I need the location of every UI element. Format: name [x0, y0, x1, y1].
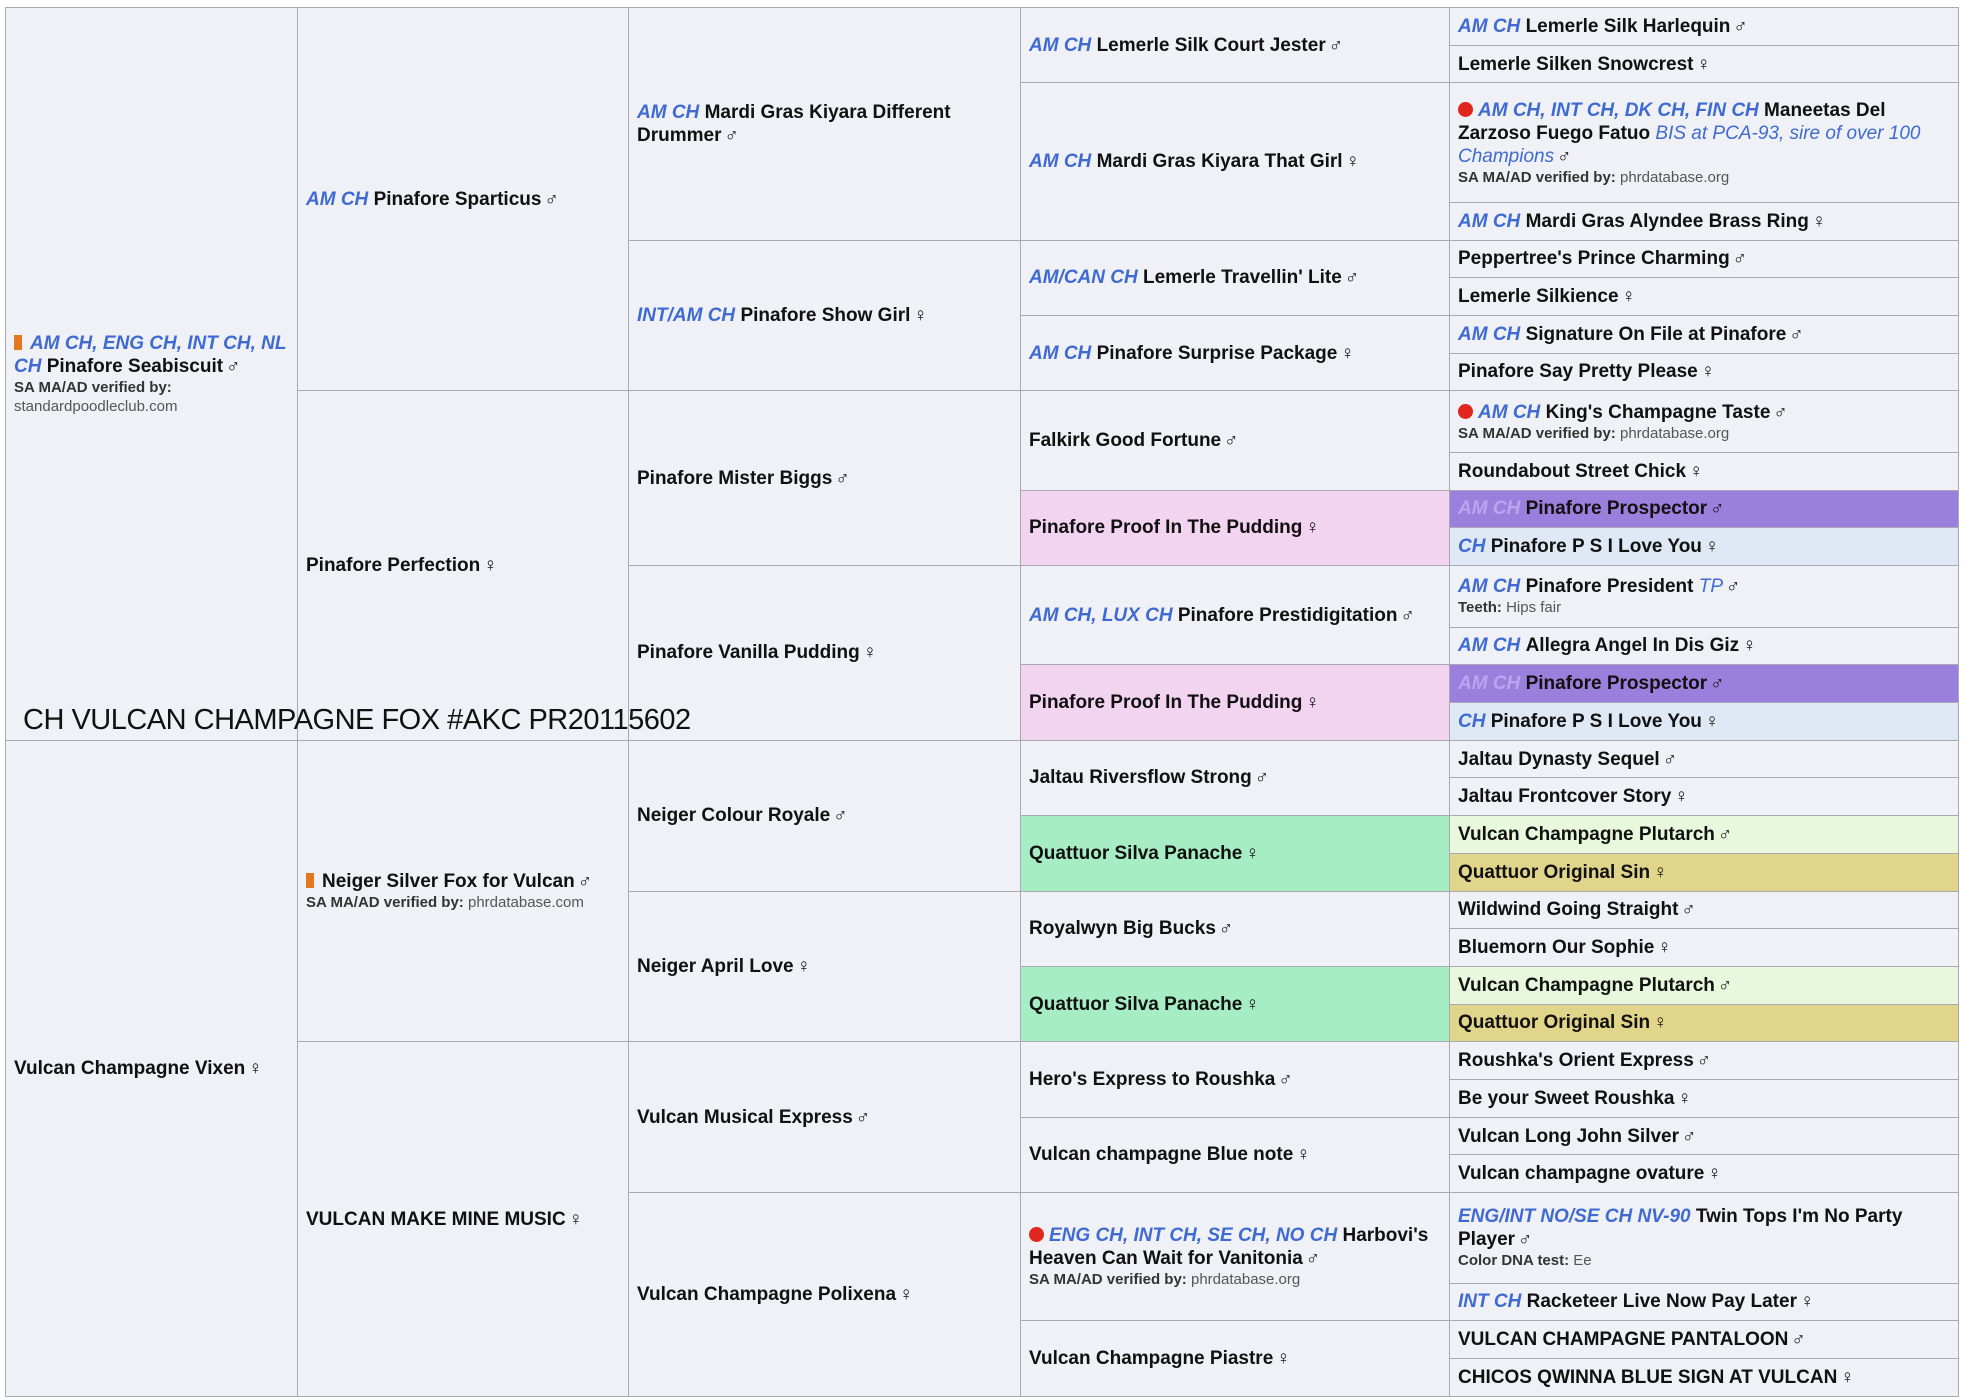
dog-name[interactable]: Harbovi's Heaven Can Wait for Vanitonia	[1029, 1225, 1429, 1270]
dog-name[interactable]: Mardi Gras Kiyara Different Drummer	[637, 101, 951, 146]
dog-titles: AM CH	[1458, 673, 1521, 695]
verified-source[interactable]: phrdatabase.org	[1190, 1271, 1301, 1289]
female-icon: ♀	[1700, 361, 1715, 383]
dog-titles: AM CH	[1458, 498, 1521, 520]
dog-note: BIS at PCA-93, sire of over 100 Champions	[1458, 122, 1921, 167]
female-icon: ♀	[1305, 692, 1320, 713]
dog-name[interactable]: Vulcan Champagne Plutarch	[1458, 823, 1715, 845]
female-icon: ♀	[1653, 861, 1668, 883]
pedigree-cell-dam[interactable]	[6, 740, 298, 1396]
pedigree-cell-dam-dd[interactable]	[629, 1193, 1021, 1397]
dog-name[interactable]: Vulcan champagne ovature	[1458, 1163, 1705, 1185]
pedigree-cell-dam-sd[interactable]	[629, 891, 1021, 1042]
verified-source[interactable]: phrdatabase.org	[1619, 424, 1730, 442]
female-icon: ♀	[862, 642, 878, 664]
male-icon: ♂	[1278, 1069, 1293, 1091]
pedigree-cell-dam-dds[interactable]	[1021, 1193, 1450, 1321]
dog-name[interactable]: Bluemorn Our Sophie	[1458, 937, 1655, 959]
pedigree-cell-dam-ssdd[interactable]	[1450, 853, 1959, 891]
dog-titles: AM CH	[1029, 34, 1092, 56]
pedigree-cell-dam-dddd[interactable]	[1450, 1359, 1959, 1397]
pedigree-cell-dam-dssd[interactable]	[1450, 1080, 1959, 1118]
dog-name[interactable]: Jaltau Riversflow Strong	[1029, 767, 1252, 789]
dog-name[interactable]: Pinafore P S I Love You	[1490, 710, 1702, 732]
pedigree-cell-ss[interactable]	[629, 8, 1021, 241]
dog-name[interactable]: Roushka's Orient Express	[1458, 1050, 1694, 1072]
pedigree-cell-dam-dsds[interactable]	[1450, 1117, 1959, 1155]
pedigree-cell-dam-sdd[interactable]	[1021, 966, 1450, 1041]
dog-titles: AM/CAN CH	[1029, 267, 1138, 289]
male-icon: ♂	[724, 124, 739, 146]
male-icon: ♂	[1710, 498, 1725, 520]
verified-by	[1458, 424, 1950, 443]
verified-source[interactable]: phrdatabase.com	[467, 894, 584, 912]
pedigree-cell-sdsd[interactable]	[1450, 278, 1959, 316]
dog-name[interactable]: Pinafore Mister Biggs	[637, 467, 833, 489]
male-icon: ♂	[1328, 34, 1343, 56]
pedigree-cell-dam-ddss[interactable]	[1450, 1193, 1959, 1284]
pedigree-cell-sdss[interactable]	[1450, 240, 1959, 278]
pedigree-cell-ssss[interactable]	[1450, 8, 1959, 46]
male-icon: ♂	[1557, 145, 1572, 167]
dog-name[interactable]: Twin Tops I'm No Party Player	[1458, 1206, 1903, 1251]
pedigree-cell-dam-sddd[interactable]	[1450, 1004, 1959, 1042]
pedigree-cell-ssd[interactable]	[1021, 83, 1450, 240]
pedigree-table	[5, 7, 1959, 1397]
health-value: Ee	[1573, 1252, 1592, 1270]
dog-name[interactable]: Neiger Colour Royale	[637, 805, 831, 827]
verified-label: SA MA/AD verified by:	[14, 378, 172, 396]
pedigree-cell-dam-ddd[interactable]	[1021, 1321, 1450, 1397]
dog-name[interactable]: VULCAN CHAMPAGNE PANTALOON	[1458, 1329, 1789, 1351]
pedigree-cell-dam-ssds[interactable]	[1450, 816, 1959, 854]
female-icon: ♀	[1653, 1012, 1668, 1034]
pedigree-cell-ds[interactable]	[629, 391, 1021, 566]
dog-titles: CH	[1458, 710, 1486, 732]
pedigree-cell-ssds[interactable]	[1450, 83, 1959, 202]
dog-name[interactable]: CHICOS QWINNA BLUE SIGN AT VULCAN	[1458, 1367, 1838, 1389]
male-icon: ♂	[544, 188, 559, 210]
pedigree-cell-sss[interactable]	[1021, 8, 1450, 83]
pedigree-cell-ddsd[interactable]	[1450, 627, 1959, 665]
dog-name[interactable]: Vulcan champagne Blue note	[1029, 1144, 1294, 1166]
female-icon: ♀	[1689, 460, 1704, 482]
dog-name[interactable]: Maneetas Del Zarzoso Fuego Fatuo	[1458, 99, 1886, 144]
pedigree-cell-sdd[interactable]	[1021, 315, 1450, 390]
dog-name[interactable]: Pinafore Perfection	[306, 555, 481, 577]
pedigree-cell-dam-ddsd[interactable]	[1450, 1283, 1959, 1321]
dog-name[interactable]: Pinafore Prestidigitation	[1177, 604, 1398, 626]
verified-by	[1458, 168, 1950, 187]
dog-name[interactable]: Quattuor Original Sin	[1458, 861, 1651, 883]
dog-name[interactable]: Peppertree's Prince Charming	[1458, 248, 1730, 270]
pedigree-cell-ddd[interactable]	[1021, 665, 1450, 740]
verified-label: SA MA/AD verified by:	[306, 894, 464, 912]
verified-source[interactable]: phrdatabase.org	[1619, 168, 1730, 186]
pedigree-cell-dds[interactable]	[1021, 566, 1450, 665]
dog-name[interactable]: Falkirk Good Fortune	[1029, 429, 1222, 451]
male-icon: ♂	[1218, 918, 1234, 940]
male-icon: ♂	[1682, 1125, 1697, 1147]
dog-titles: AM CH	[1458, 210, 1521, 232]
dog-name[interactable]: Quattuor Silva Panache	[1029, 842, 1243, 864]
pedigree-cell-dsds[interactable]	[1450, 490, 1959, 528]
female-icon: ♀	[1704, 710, 1720, 732]
pedigree-cell-sd[interactable]	[629, 240, 1021, 391]
male-icon: ♂	[1344, 267, 1360, 289]
dog-name[interactable]: Allegra Angel In Dis Giz	[1525, 635, 1740, 657]
dog-name[interactable]: Pinafore Proof In The Pudding	[1029, 692, 1303, 713]
pedigree-cell-dam-ssd[interactable]	[1021, 816, 1450, 891]
dog-name[interactable]: Neiger April Love	[637, 955, 794, 977]
female-icon: ♀	[1704, 536, 1720, 558]
male-icon: ♂	[1662, 748, 1677, 770]
female-icon: ♀	[913, 304, 928, 326]
female-icon: ♀	[1799, 1291, 1815, 1313]
verified-label: SA MA/AD verified by:	[1458, 424, 1616, 442]
pedigree-cell-sds[interactable]	[1021, 240, 1450, 315]
female-icon: ♀	[1742, 635, 1757, 657]
dog-titles: AM CH	[306, 188, 369, 210]
pedigree-cell-dam-ddds[interactable]	[1450, 1321, 1959, 1359]
male-icon: ♂	[226, 355, 241, 377]
female-icon: ♀	[1677, 1087, 1692, 1109]
pedigree-cell-dam-dss[interactable]	[1021, 1042, 1450, 1117]
registration-caption: CH VULCAN CHAMPAGNE FOX #AKC PR20115602	[23, 704, 691, 736]
female-icon: ♀	[796, 955, 811, 977]
dog-titles: AM CH	[1458, 15, 1521, 37]
pedigree-cell-sssd[interactable]	[1450, 45, 1959, 83]
pedigree-cell-damsire[interactable]	[298, 740, 629, 1042]
status-dot-icon	[1458, 102, 1473, 117]
female-icon: ♀	[1245, 993, 1260, 1015]
dog-name[interactable]: King's Champagne Taste	[1545, 401, 1771, 423]
male-icon: ♂	[1717, 823, 1733, 845]
pedigree-cell-dsss[interactable]	[1450, 391, 1959, 453]
dog-titles: AM CH	[1029, 150, 1092, 172]
male-icon: ♂	[1681, 899, 1696, 921]
pedigree-cell-dam-dsdd[interactable]	[1450, 1155, 1959, 1193]
dog-name[interactable]: Pinafore Show Girl	[740, 304, 911, 326]
dog-name[interactable]: Signature On File at Pinafore	[1525, 323, 1787, 345]
dog-name[interactable]: VULCAN MAKE MINE MUSIC	[306, 1208, 566, 1230]
female-icon: ♀	[1621, 286, 1636, 308]
dog-name[interactable]: Pinafore Prospector	[1525, 673, 1708, 695]
pedigree-cell-dam-ds[interactable]	[629, 1042, 1021, 1193]
health-value: Hips fair	[1506, 599, 1562, 617]
pedigree-cell-dssd[interactable]	[1450, 452, 1959, 490]
dog-name[interactable]: Pinafore Seabiscuit	[46, 355, 224, 377]
male-icon: ♂	[1726, 576, 1741, 598]
female-icon: ♀	[1696, 53, 1711, 75]
dog-name[interactable]: Pinafore President	[1525, 576, 1694, 598]
male-icon: ♂	[1732, 248, 1747, 270]
dog-titles: ENG CH, INT CH, SE CH, NO CH	[1049, 1225, 1338, 1247]
dog-name[interactable]: Quattuor Original Sin	[1458, 1012, 1651, 1034]
dog-name[interactable]: Lemerle Silk Harlequin	[1525, 15, 1731, 37]
dog-titles: AM CH	[1478, 401, 1541, 423]
health-info	[1458, 598, 1950, 617]
pedigree-cell-dam-ssss[interactable]	[1450, 740, 1959, 778]
dog-name[interactable]: Be your Sweet Roushka	[1458, 1087, 1675, 1109]
dog-titles: INT/AM CH	[637, 304, 736, 326]
verified-source[interactable]: standardpoodleclub.com	[14, 397, 178, 415]
pedigree-cell-dss[interactable]	[1021, 391, 1450, 490]
pedigree-cell-dam-sss[interactable]	[1021, 740, 1450, 815]
pedigree-cell-dam-ss[interactable]	[629, 740, 1021, 891]
dog-name[interactable]: Vulcan Champagne Vixen	[14, 1057, 246, 1079]
pedigree-cell-dsdd[interactable]	[1450, 528, 1959, 566]
status-dot-icon	[1029, 1227, 1044, 1242]
dog-name[interactable]: Pinafore Proof In The Pudding	[1029, 517, 1303, 539]
male-icon: ♂	[1733, 15, 1748, 37]
dog-name[interactable]: Pinafore Vanilla Pudding	[637, 642, 860, 664]
female-icon: ♀	[1657, 937, 1672, 959]
flag-icon	[14, 335, 22, 350]
dog-name[interactable]: Vulcan Champagne Plutarch	[1458, 974, 1715, 996]
pedigree-cell-sire[interactable]	[6, 8, 298, 741]
pedigree-cell-ddss[interactable]	[1450, 566, 1959, 628]
dog-name[interactable]: Jaltau Frontcover Story	[1458, 786, 1672, 808]
female-icon: ♀	[1811, 210, 1827, 232]
male-icon: ♂	[1254, 767, 1270, 789]
status-dot-icon	[1458, 404, 1473, 419]
dog-titles: AM CH	[637, 101, 700, 123]
verified-label: SA MA/AD verified by:	[1458, 168, 1616, 186]
dog-titles: AM CH, ENG CH, INT CH, NL CH	[14, 332, 287, 377]
dog-titles: AM CH	[1458, 635, 1521, 657]
pedigree-cell-ddds[interactable]	[1450, 665, 1959, 703]
pedigree-cell-d[interactable]	[298, 391, 629, 740]
dog-name[interactable]: Jaltau Dynasty Sequel	[1458, 748, 1660, 770]
dog-titles: AM CH	[1029, 342, 1092, 364]
dog-name[interactable]: Wildwind Going Straight	[1458, 899, 1679, 921]
male-icon: ♂	[833, 805, 848, 827]
dog-titles: CH	[1458, 536, 1486, 558]
female-icon: ♀	[1674, 786, 1689, 808]
dog-name[interactable]: Mardi Gras Alyndee Brass Ring	[1525, 210, 1809, 232]
dog-name[interactable]: Royalwyn Big Bucks	[1029, 918, 1216, 940]
pedigree-cell-dam-sdds[interactable]	[1450, 966, 1959, 1004]
male-icon: ♂	[1400, 604, 1415, 626]
dog-titles: ENG/INT NO/SE CH NV-90	[1458, 1206, 1691, 1228]
male-icon: ♂	[1224, 429, 1239, 451]
male-icon: ♂	[1717, 974, 1733, 996]
female-icon: ♀	[483, 555, 498, 577]
dog-name[interactable]: Lemerle Silkience	[1458, 286, 1619, 308]
pedigree-cell-dam-dsss[interactable]	[1450, 1042, 1959, 1080]
dog-name[interactable]: Neiger Silver Fox for Vulcan	[322, 871, 575, 893]
pedigree-cell-dam-sdsd[interactable]	[1450, 929, 1959, 967]
dog-name[interactable]: Vulcan Long John Silver	[1458, 1125, 1679, 1147]
female-icon: ♀	[1245, 842, 1260, 864]
verified-by	[14, 378, 289, 416]
dog-name[interactable]: Lemerle Silken Snowcrest	[1458, 53, 1694, 75]
female-icon: ♀	[568, 1208, 583, 1230]
female-icon: ♀	[1296, 1144, 1311, 1166]
verified-by	[306, 893, 620, 912]
male-icon: ♂	[1789, 323, 1804, 345]
health-label: Teeth:	[1458, 599, 1502, 617]
dog-name[interactable]: Pinafore P S I Love You	[1490, 536, 1702, 558]
female-icon: ♀	[1840, 1367, 1855, 1389]
health-info	[1458, 1251, 1950, 1270]
female-icon: ♀	[1345, 150, 1360, 172]
female-icon: ♀	[1340, 342, 1355, 364]
male-icon: ♂	[1518, 1229, 1533, 1251]
pedigree-cell-sdds[interactable]	[1450, 315, 1959, 353]
male-icon: ♂	[1710, 673, 1725, 695]
flag-icon	[306, 873, 314, 888]
female-icon: ♀	[248, 1057, 263, 1079]
dog-name[interactable]: Mardi Gras Kiyara That Girl	[1096, 150, 1343, 172]
male-icon: ♂	[1773, 401, 1788, 423]
male-icon: ♂	[835, 467, 850, 489]
dog-titles: AM CH, INT CH, DK CH, FIN CH	[1478, 99, 1759, 121]
dog-name[interactable]: Vulcan Musical Express	[637, 1106, 853, 1128]
dog-titles: AM CH	[1458, 576, 1521, 598]
dog-name[interactable]: Vulcan Champagne Piastre	[1029, 1348, 1274, 1370]
dog-name[interactable]: Pinafore Surprise Package	[1096, 342, 1338, 364]
male-icon: ♂	[855, 1106, 871, 1128]
pedigree-cell-dam-sssd[interactable]	[1450, 778, 1959, 816]
male-icon: ♂	[1696, 1050, 1712, 1072]
health-label: Color DNA test:	[1458, 1252, 1570, 1270]
dog-name[interactable]: Pinafore Prospector	[1525, 498, 1708, 520]
pedigree-cell-dsd[interactable]	[1021, 490, 1450, 565]
pedigree-cell-ssdd[interactable]	[1450, 202, 1959, 240]
dog-suffix: TP	[1698, 576, 1724, 598]
dog-name[interactable]: Lemerle Travellin' Lite	[1143, 267, 1342, 289]
dog-name[interactable]: Roundabout Street Chick	[1458, 460, 1687, 482]
male-icon: ♂	[1791, 1329, 1806, 1351]
pedigree-cell-dam-sdss[interactable]	[1450, 891, 1959, 929]
male-icon: ♂	[1305, 1248, 1321, 1270]
dog-name[interactable]: Lemerle Silk Court Jester	[1096, 34, 1326, 56]
dog-titles: AM CH	[1458, 323, 1521, 345]
female-icon: ♀	[899, 1284, 914, 1306]
dog-titles: AM CH, LUX CH	[1029, 604, 1173, 626]
dog-name[interactable]: Vulcan Champagne Polixena	[637, 1284, 897, 1306]
dog-name[interactable]: Racketeer Live Now Pay Later	[1526, 1291, 1797, 1313]
pedigree-cell-damdam[interactable]	[298, 1042, 629, 1397]
pedigree-cell-s[interactable]	[298, 8, 629, 391]
female-icon: ♀	[1276, 1348, 1291, 1370]
dog-name[interactable]: Quattuor Silva Panache	[1029, 993, 1243, 1015]
dog-name[interactable]: Hero's Express to Roushka	[1029, 1069, 1276, 1091]
female-icon: ♀	[1707, 1163, 1722, 1185]
pedigree-cell-dam-dsd[interactable]	[1021, 1117, 1450, 1192]
dog-name[interactable]: Pinafore Say Pretty Please	[1458, 361, 1698, 383]
verified-by	[1029, 1270, 1441, 1289]
pedigree-cell-dddd[interactable]	[1450, 703, 1959, 741]
male-icon: ♂	[577, 871, 592, 893]
pedigree-cell-sddd[interactable]	[1450, 353, 1959, 391]
pedigree-cell-dam-sds[interactable]	[1021, 891, 1450, 966]
female-icon: ♀	[1305, 517, 1320, 539]
dog-titles: INT CH	[1458, 1291, 1522, 1313]
verified-label: SA MA/AD verified by:	[1029, 1271, 1187, 1289]
dog-name[interactable]: Pinafore Sparticus	[373, 188, 542, 210]
